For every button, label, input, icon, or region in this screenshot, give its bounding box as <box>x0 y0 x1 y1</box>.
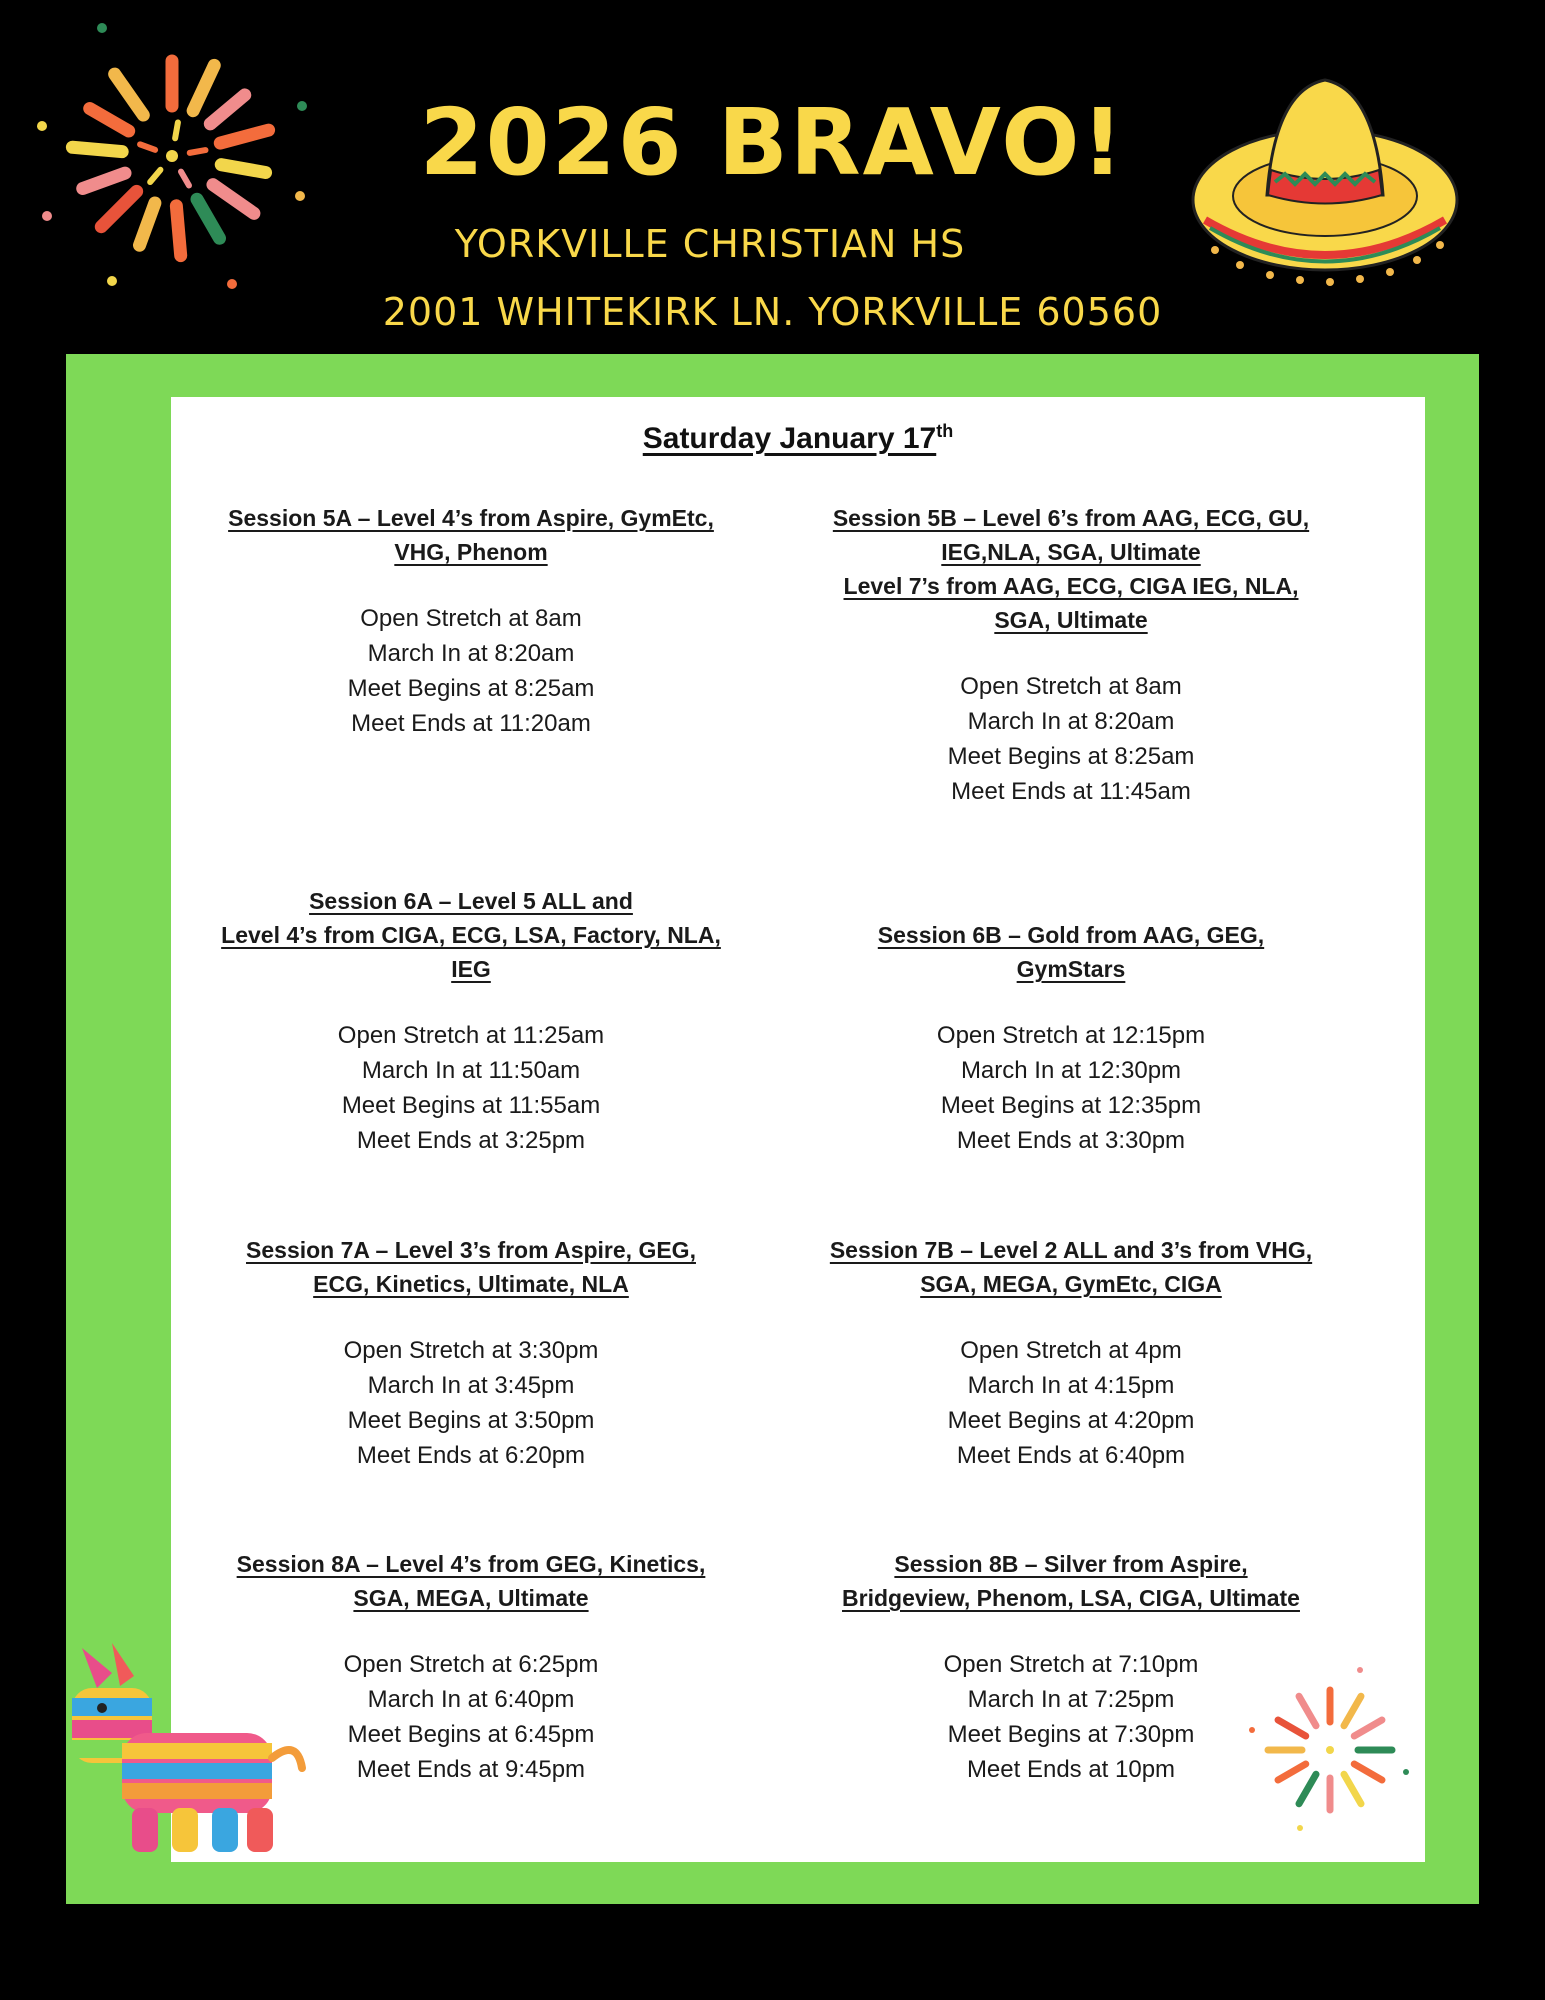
small-fireworks-icon <box>1240 1660 1420 1840</box>
session-heading: Session 6B – Gold from AAG, GEG, GymStars <box>877 922 1265 982</box>
event-title: 2026 BRAVO! <box>419 89 1126 196</box>
session-5b <box>771 501 1371 809</box>
session-times: Open Stretch at 11:25am March In at 11:50am Meet Begins at 11:55am Meet Ends at 3:25pm <box>337 1022 605 1154</box>
session-6a <box>171 884 771 1158</box>
session-times: Open Stretch at 12:15pm March In at 12:30pm Meet Begins at 12:35pm Meet Ends at 3:30pm <box>936 1022 1206 1154</box>
session-heading: Session 8A – Level 4’s from GEG, Kinetics, SGA, MEGA, Ultimate <box>236 1551 706 1611</box>
session-heading: Session 7B – Level 2 ALL and 3’s from VHG, SGA, MEGA, GymEtc, CIGA <box>829 1237 1313 1297</box>
session-times: Open Stretch at 6:25pm March In at 6:40pm Meet Begins at 6:45pm Meet Ends at 9:45pm <box>343 1651 599 1783</box>
session-7b <box>771 1233 1371 1473</box>
session-heading: Session 7A – Level 3’s from Aspire, GEG, ECG, Kinetics, Ultimate, NLA <box>246 1237 696 1297</box>
schedule-date: Saturday January 17th <box>642 421 954 455</box>
fireworks-icon <box>20 10 330 310</box>
session-5a <box>171 501 771 741</box>
session-heading: Session 5B – Level 6’s from AAG, ECG, GU, IEG,NLA, SGA, Ultimate Level 7’s from AAG, ECG, CIGA IEG, NLA, SGA, Ultimate <box>832 505 1310 633</box>
schedule-document <box>171 397 1425 1862</box>
session-7a <box>171 1233 771 1473</box>
session-heading: Session 6A – Level 5 ALL and Level 4’s from CIGA, ECG, LSA, Factory, NLA, IEG <box>221 888 721 982</box>
pinata-icon <box>62 1628 312 1858</box>
session-times: Open Stretch at 8am March In at 8:20am Meet Begins at 8:25am Meet Ends at 11:45am <box>947 673 1195 805</box>
session-times: Open Stretch at 8am March In at 8:20am Meet Begins at 8:25am Meet Ends at 11:20am <box>347 605 595 737</box>
sombrero-icon <box>1185 70 1465 300</box>
session-times: Open Stretch at 3:30pm March In at 3:45pm Meet Begins at 3:50pm Meet Ends at 6:20pm <box>343 1337 599 1469</box>
session-times: Open Stretch at 7:10pm March In at 7:25pm Meet Begins at 7:30pm Meet Ends at 10pm <box>943 1651 1199 1783</box>
venue-name: YORKVILLE CHRISTIAN HS <box>454 222 966 266</box>
session-times: Open Stretch at 4pm March In at 4:15pm Meet Begins at 4:20pm Meet Ends at 6:40pm <box>947 1337 1195 1469</box>
session-heading: Session 5A – Level 4’s from Aspire, GymEtc, VHG, Phenom <box>228 505 714 565</box>
session-heading: Session 8B – Silver from Aspire, Bridgeview, Phenom, LSA, CIGA, Ultimate <box>842 1551 1300 1611</box>
venue-address: 2001 WHITEKIRK LN. YORKVILLE 60560 <box>382 290 1163 334</box>
session-6b <box>771 918 1371 1158</box>
